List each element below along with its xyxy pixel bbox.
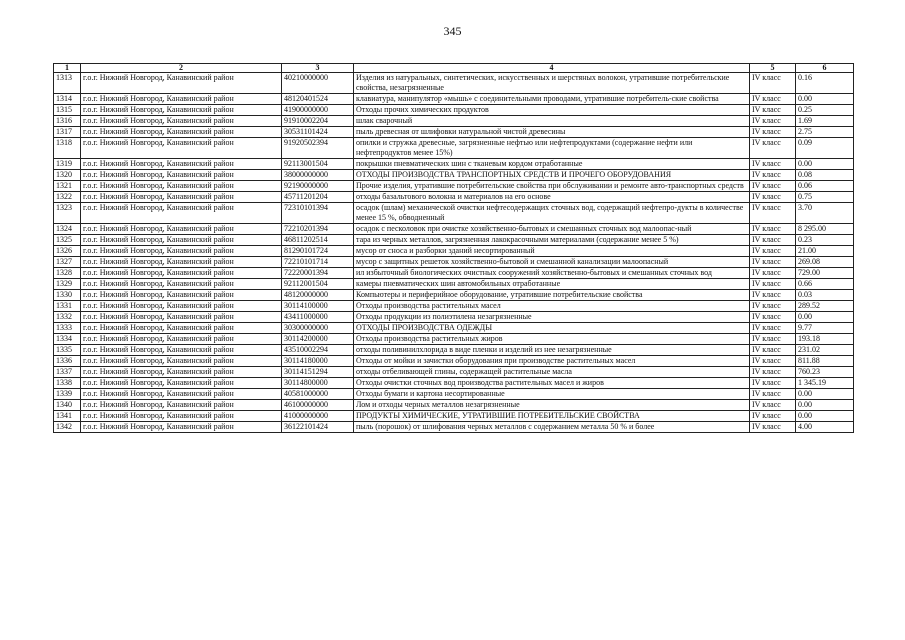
hazard-class-cell: IV класс — [750, 203, 796, 224]
hazard-class-cell: IV класс — [750, 94, 796, 105]
waste-code-cell: 72310101394 — [282, 203, 354, 224]
table-header — [54, 64, 854, 73]
waste-description-cell: Отходы производства растительных жиров — [354, 334, 750, 345]
waste-code-cell: 41900000000 — [282, 105, 354, 116]
waste-code-cell: 30114200000 — [282, 334, 354, 345]
quantity-cell: 231.02 — [796, 345, 854, 356]
location-cell: г.о.г. Нижний Новгород, Канавинский район — [81, 94, 282, 105]
quantity-cell: 8 295.00 — [796, 224, 854, 235]
hazard-class-cell: IV класс — [750, 400, 796, 411]
quantity-cell: 0.03 — [796, 290, 854, 301]
row-number-cell: 1317 — [54, 127, 81, 138]
quantity-cell: 1.69 — [796, 116, 854, 127]
quantity-cell: 0.00 — [796, 159, 854, 170]
table-row — [54, 73, 854, 94]
waste-description-cell: Компьютеры и периферийное оборудование, утратившие потребительские свойства — [354, 290, 750, 301]
quantity-cell: 0.66 — [796, 279, 854, 290]
quantity-cell: 0.23 — [796, 235, 854, 246]
waste-description-cell: опилки и стружка древесные, загрязненные нефтью или нефтепродуктами (содержание нефти или нефтепродуктов менее 15%) — [354, 138, 750, 159]
waste-description-cell: ПРОДУКТЫ ХИМИЧЕСКИЕ, УТРАТИВШИЕ ПОТРЕБИТЕЛЬСКИЕ СВОЙСТВА — [354, 411, 750, 422]
waste-code-cell: 36122101424 — [282, 422, 354, 433]
location-cell: г.о.г. Нижний Новгород, Канавинский район — [81, 181, 282, 192]
row-number-cell: 1331 — [54, 301, 81, 312]
waste-code-cell: 81290101724 — [282, 246, 354, 257]
quantity-cell: 760.23 — [796, 367, 854, 378]
location-cell: г.о.г. Нижний Новгород, Канавинский район — [81, 411, 282, 422]
column-header: 1 — [54, 64, 81, 73]
location-cell: г.о.г. Нижний Новгород, Канавинский район — [81, 334, 282, 345]
waste-code-cell: 91920502394 — [282, 138, 354, 159]
location-cell: г.о.г. Нижний Новгород, Канавинский район — [81, 323, 282, 334]
location-cell: г.о.г. Нижний Новгород, Канавинский район — [81, 290, 282, 301]
hazard-class-cell: IV класс — [750, 105, 796, 116]
table-row — [54, 367, 854, 378]
row-number-cell: 1316 — [54, 116, 81, 127]
hazard-class-cell: IV класс — [750, 257, 796, 268]
column-header: 4 — [354, 64, 750, 73]
table-row — [54, 312, 854, 323]
quantity-cell: 811.88 — [796, 356, 854, 367]
location-cell: г.о.г. Нижний Новгород, Канавинский район — [81, 127, 282, 138]
waste-description-cell: Изделия из натуральных, синтетических, искусственных и шерстяных волокон, утратившие потребительские свойства, незагрязненные — [354, 73, 750, 94]
waste-description-cell: отходы базальтового волокна и материалов на его основе — [354, 192, 750, 203]
row-number-cell: 1335 — [54, 345, 81, 356]
quantity-cell: 0.00 — [796, 389, 854, 400]
waste-description-cell: пыль древесная от шлифовки натуральной чистой древесины — [354, 127, 750, 138]
quantity-cell: 0.25 — [796, 105, 854, 116]
location-cell: г.о.г. Нижний Новгород, Канавинский район — [81, 367, 282, 378]
table-row — [54, 192, 854, 203]
waste-code-cell: 30114151294 — [282, 367, 354, 378]
waste-code-cell: 46100000000 — [282, 400, 354, 411]
location-cell: г.о.г. Нижний Новгород, Канавинский район — [81, 345, 282, 356]
quantity-cell: 3.70 — [796, 203, 854, 224]
waste-description-cell: пыль (порошок) от шлифования черных металлов с содержанием металла 50 % и более — [354, 422, 750, 433]
table-row — [54, 257, 854, 268]
table-row — [54, 159, 854, 170]
waste-code-cell: 41000000000 — [282, 411, 354, 422]
location-cell: г.о.г. Нижний Новгород, Канавинский район — [81, 389, 282, 400]
waste-register-table — [53, 63, 854, 433]
location-cell: г.о.г. Нижний Новгород, Канавинский район — [81, 356, 282, 367]
row-number-cell: 1330 — [54, 290, 81, 301]
quantity-cell: 0.06 — [796, 181, 854, 192]
row-number-cell: 1315 — [54, 105, 81, 116]
quantity-cell: 9.77 — [796, 323, 854, 334]
waste-description-cell: клавиатура, манипулятор «мышь» с соединительными проводами, утратившие потребитель-ские свойства — [354, 94, 750, 105]
table-row — [54, 268, 854, 279]
quantity-cell: 0.08 — [796, 170, 854, 181]
waste-description-cell: камеры пневматических шин автомобильных отработанные — [354, 279, 750, 290]
quantity-cell: 0.00 — [796, 94, 854, 105]
quantity-cell: 0.00 — [796, 312, 854, 323]
waste-code-cell: 92112001504 — [282, 279, 354, 290]
row-number-cell: 1341 — [54, 411, 81, 422]
page-number: 345 — [443, 24, 462, 38]
waste-code-cell: 30114180000 — [282, 356, 354, 367]
column-header: 6 — [796, 64, 854, 73]
waste-code-cell: 45711201204 — [282, 192, 354, 203]
table-row — [54, 345, 854, 356]
row-number-cell: 1318 — [54, 138, 81, 159]
waste-code-cell: 30300000000 — [282, 323, 354, 334]
row-number-cell: 1325 — [54, 235, 81, 246]
waste-code-cell: 91910002204 — [282, 116, 354, 127]
row-number-cell: 1326 — [54, 246, 81, 257]
location-cell: г.о.г. Нижний Новгород, Канавинский район — [81, 246, 282, 257]
quantity-cell: 0.16 — [796, 73, 854, 94]
location-cell: г.о.г. Нижний Новгород, Канавинский район — [81, 116, 282, 127]
hazard-class-cell: IV класс — [750, 378, 796, 389]
table-row — [54, 279, 854, 290]
location-cell: г.о.г. Нижний Новгород, Канавинский район — [81, 400, 282, 411]
table-body — [54, 73, 854, 433]
table-row — [54, 378, 854, 389]
waste-description-cell: Отходы производства растительных масел — [354, 301, 750, 312]
hazard-class-cell: IV класс — [750, 268, 796, 279]
waste-description-cell: Отходы продукции из полиэтилена незагрязненные — [354, 312, 750, 323]
hazard-class-cell: IV класс — [750, 422, 796, 433]
location-cell: г.о.г. Нижний Новгород, Канавинский район — [81, 378, 282, 389]
table-row — [54, 203, 854, 224]
row-number-cell: 1323 — [54, 203, 81, 224]
waste-code-cell: 48120401524 — [282, 94, 354, 105]
waste-description-cell: осадок (шлам) механической очистки нефтесодержащих сточных вод, содержащий нефтепро-дукты в количестве менее 15 %, обводненный — [354, 203, 750, 224]
row-number-cell: 1342 — [54, 422, 81, 433]
waste-description-cell: мусор с защитных решеток хозяйственно-бытовой и смешанной канализации малоопасный — [354, 257, 750, 268]
location-cell: г.о.г. Нижний Новгород, Канавинский район — [81, 268, 282, 279]
hazard-class-cell: IV класс — [750, 323, 796, 334]
waste-description-cell: покрышки пневматических шин с тканевым кордом отработанные — [354, 159, 750, 170]
row-number-cell: 1327 — [54, 257, 81, 268]
table-row — [54, 181, 854, 192]
row-number-cell: 1314 — [54, 94, 81, 105]
table-row — [54, 323, 854, 334]
waste-description-cell: ил избыточный биологических очистных сооружений хозяйственно-бытовых и смешанных сточных вод — [354, 268, 750, 279]
hazard-class-cell: IV класс — [750, 301, 796, 312]
hazard-class-cell: IV класс — [750, 127, 796, 138]
location-cell: г.о.г. Нижний Новгород, Канавинский район — [81, 257, 282, 268]
waste-code-cell: 30114100000 — [282, 301, 354, 312]
row-number-cell: 1321 — [54, 181, 81, 192]
table-row — [54, 411, 854, 422]
waste-description-cell: Лом и отходы черных металлов незагрязненные — [354, 400, 750, 411]
location-cell: г.о.г. Нижний Новгород, Канавинский район — [81, 170, 282, 181]
location-cell: г.о.г. Нижний Новгород, Канавинский район — [81, 105, 282, 116]
waste-code-cell: 72220001394 — [282, 268, 354, 279]
location-cell: г.о.г. Нижний Новгород, Канавинский район — [81, 422, 282, 433]
quantity-cell: 269.08 — [796, 257, 854, 268]
hazard-class-cell: IV класс — [750, 246, 796, 257]
table-row — [54, 400, 854, 411]
hazard-class-cell: IV класс — [750, 73, 796, 94]
hazard-class-cell: IV класс — [750, 224, 796, 235]
quantity-cell: 193.18 — [796, 334, 854, 345]
row-number-cell: 1334 — [54, 334, 81, 345]
row-number-cell: 1332 — [54, 312, 81, 323]
location-cell: г.о.г. Нижний Новгород, Канавинский район — [81, 138, 282, 159]
hazard-class-cell: IV класс — [750, 279, 796, 290]
column-header: 5 — [750, 64, 796, 73]
table-row — [54, 116, 854, 127]
location-cell: г.о.г. Нижний Новгород, Канавинский район — [81, 192, 282, 203]
table-row — [54, 105, 854, 116]
hazard-class-cell: IV класс — [750, 170, 796, 181]
waste-description-cell: Отходы очистки сточных вод производства растительных масел и жиров — [354, 378, 750, 389]
table-row — [54, 170, 854, 181]
hazard-class-cell: IV класс — [750, 138, 796, 159]
waste-code-cell: 30531101424 — [282, 127, 354, 138]
waste-description-cell: Отходы прочих химических продуктов — [354, 105, 750, 116]
row-number-cell: 1340 — [54, 400, 81, 411]
location-cell: г.о.г. Нижний Новгород, Канавинский район — [81, 224, 282, 235]
waste-code-cell: 30114800000 — [282, 378, 354, 389]
table-row — [54, 127, 854, 138]
row-number-cell: 1324 — [54, 224, 81, 235]
quantity-cell: 0.00 — [796, 411, 854, 422]
table-row — [54, 94, 854, 105]
row-number-cell: 1320 — [54, 170, 81, 181]
hazard-class-cell: IV класс — [750, 159, 796, 170]
column-header: 3 — [282, 64, 354, 73]
location-cell: г.о.г. Нижний Новгород, Канавинский район — [81, 235, 282, 246]
location-cell: г.о.г. Нижний Новгород, Канавинский район — [81, 279, 282, 290]
hazard-class-cell: IV класс — [750, 356, 796, 367]
waste-code-cell: 92113001504 — [282, 159, 354, 170]
waste-description-cell: тара из черных металлов, загрязненная лакокрасочными материалами (содержание менее 5 %) — [354, 235, 750, 246]
waste-code-cell: 40210000000 — [282, 73, 354, 94]
hazard-class-cell: IV класс — [750, 192, 796, 203]
header-row — [54, 64, 854, 73]
waste-code-cell: 40581000000 — [282, 389, 354, 400]
waste-code-cell: 72210201394 — [282, 224, 354, 235]
quantity-cell: 2.75 — [796, 127, 854, 138]
location-cell: г.о.г. Нижний Новгород, Канавинский район — [81, 159, 282, 170]
hazard-class-cell: IV класс — [750, 334, 796, 345]
hazard-class-cell: IV класс — [750, 235, 796, 246]
table-row — [54, 246, 854, 257]
hazard-class-cell: IV класс — [750, 345, 796, 356]
hazard-class-cell: IV класс — [750, 411, 796, 422]
waste-code-cell: 38000000000 — [282, 170, 354, 181]
waste-description-cell: ОТХОДЫ ПРОИЗВОДСТВА ОДЕЖДЫ — [354, 323, 750, 334]
table-row — [54, 356, 854, 367]
waste-description-cell: шлак сварочный — [354, 116, 750, 127]
waste-description-cell: отходы отбеливающей глины, содержащей растительные масла — [354, 367, 750, 378]
quantity-cell: 729.00 — [796, 268, 854, 279]
hazard-class-cell: IV класс — [750, 290, 796, 301]
location-cell: г.о.г. Нижний Новгород, Канавинский район — [81, 312, 282, 323]
location-cell: г.о.г. Нижний Новгород, Канавинский район — [81, 203, 282, 224]
table-row — [54, 224, 854, 235]
quantity-cell: 0.00 — [796, 400, 854, 411]
waste-code-cell: 43510002294 — [282, 345, 354, 356]
row-number-cell: 1333 — [54, 323, 81, 334]
quantity-cell: 0.75 — [796, 192, 854, 203]
waste-description-cell: мусор от сноса и разборки зданий несортированный — [354, 246, 750, 257]
hazard-class-cell: IV класс — [750, 312, 796, 323]
row-number-cell: 1319 — [54, 159, 81, 170]
hazard-class-cell: IV класс — [750, 389, 796, 400]
quantity-cell: 4.00 — [796, 422, 854, 433]
row-number-cell: 1329 — [54, 279, 81, 290]
table-row — [54, 235, 854, 246]
waste-description-cell: ОТХОДЫ ПРОИЗВОДСТВА ТРАНСПОРТНЫХ СРЕДСТВ И ПРОЧЕГО ОБОРУДОВАНИЯ — [354, 170, 750, 181]
hazard-class-cell: IV класс — [750, 116, 796, 127]
waste-code-cell: 48120000000 — [282, 290, 354, 301]
quantity-cell: 21.00 — [796, 246, 854, 257]
quantity-cell: 0.09 — [796, 138, 854, 159]
waste-code-cell: 46811202514 — [282, 235, 354, 246]
table-row — [54, 422, 854, 433]
row-number-cell: 1322 — [54, 192, 81, 203]
hazard-class-cell: IV класс — [750, 181, 796, 192]
waste-description-cell: Отходы от мойки и зачистки оборудования при производстве растительных масел — [354, 356, 750, 367]
row-number-cell: 1336 — [54, 356, 81, 367]
location-cell: г.о.г. Нижний Новгород, Канавинский район — [81, 301, 282, 312]
waste-description-cell: Отходы бумаги и картона несортированные — [354, 389, 750, 400]
column-header: 2 — [81, 64, 282, 73]
location-cell: г.о.г. Нижний Новгород, Канавинский район — [81, 73, 282, 94]
quantity-cell: 1 345.19 — [796, 378, 854, 389]
waste-code-cell: 92190000000 — [282, 181, 354, 192]
waste-code-cell: 43411000000 — [282, 312, 354, 323]
waste-code-cell: 72210101714 — [282, 257, 354, 268]
quantity-cell: 289.52 — [796, 301, 854, 312]
row-number-cell: 1338 — [54, 378, 81, 389]
table-row — [54, 334, 854, 345]
table-row — [54, 138, 854, 159]
row-number-cell: 1328 — [54, 268, 81, 279]
hazard-class-cell: IV класс — [750, 367, 796, 378]
row-number-cell: 1337 — [54, 367, 81, 378]
table-row — [54, 290, 854, 301]
table-row — [54, 389, 854, 400]
waste-description-cell: отходы поливинилхлорида в виде пленки и изделий из нее незагрязненные — [354, 345, 750, 356]
waste-description-cell: Прочие изделия, утратившие потребительские свойства при обслуживании и ремонте авто-транспортных средств — [354, 181, 750, 192]
table-row — [54, 301, 854, 312]
waste-description-cell: осадок с песколовок при очистке хозяйственно-бытовых и смешанных сточных вод малоопас-ный — [354, 224, 750, 235]
row-number-cell: 1313 — [54, 73, 81, 94]
row-number-cell: 1339 — [54, 389, 81, 400]
